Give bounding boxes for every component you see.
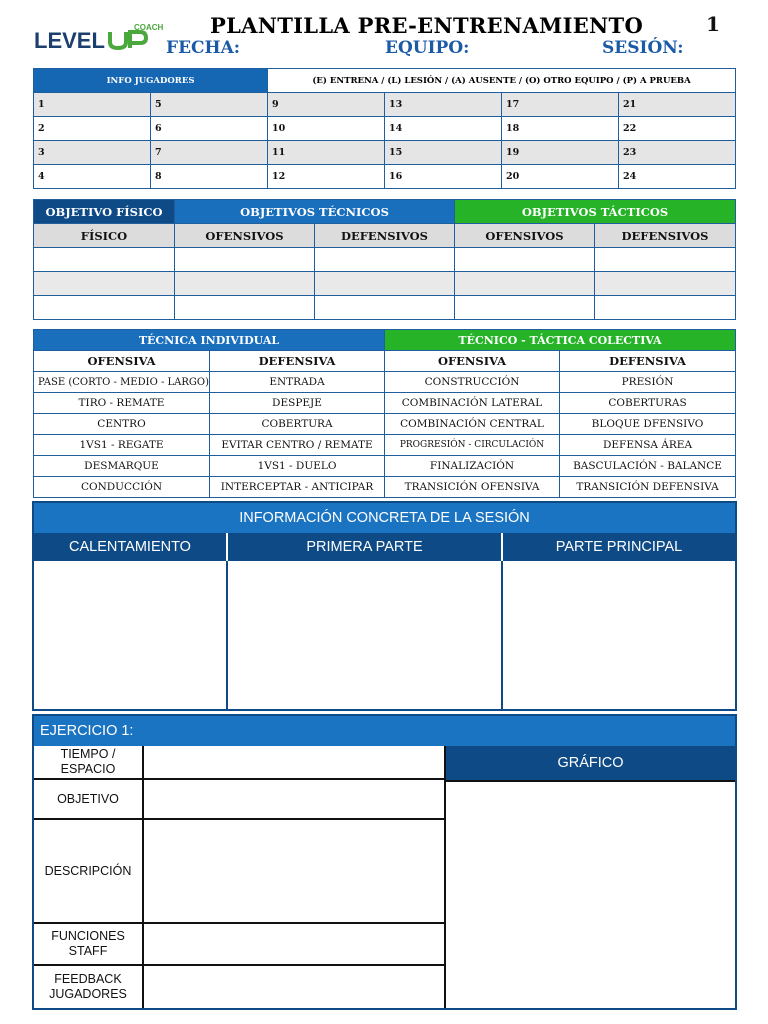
subheader-ind-ofensiva: OFENSIVA	[34, 351, 210, 372]
player-slot[interactable]: 18	[502, 117, 619, 141]
player-slot[interactable]: 11	[268, 141, 385, 165]
levelup-coach-logo	[34, 20, 174, 54]
objective-cell[interactable]	[595, 296, 736, 320]
logo-sub-text: COACH	[134, 23, 164, 32]
player-slot[interactable]: 8	[151, 165, 268, 189]
player-slot[interactable]: 22	[619, 117, 736, 141]
objective-cell[interactable]	[595, 248, 736, 272]
objetivo-fisico-header: OBJETIVO FÍSICO	[34, 200, 175, 224]
subheader-tac-defensivos: DEFENSIVOS	[595, 224, 736, 248]
player-slot[interactable]: 1	[34, 93, 151, 117]
feedback-label-line1: FEEDBACK	[54, 972, 122, 986]
technique-item[interactable]: EVITAR CENTRO / REMATE	[210, 435, 385, 456]
subheader-col-defensiva: DEFENSIVA	[560, 351, 736, 372]
objective-cell[interactable]	[175, 272, 315, 296]
player-slot[interactable]: 3	[34, 141, 151, 165]
subheader-col-ofensiva: OFENSIVA	[385, 351, 560, 372]
player-slot[interactable]: 24	[619, 165, 736, 189]
grafico-drawing-area[interactable]	[446, 780, 735, 1008]
objective-cell[interactable]	[315, 272, 455, 296]
info-jugadores-header: INFO JUGADORES	[34, 69, 268, 93]
parte-principal-header: PARTE PRINCIPAL	[503, 533, 735, 561]
technique-item[interactable]: PASE (CORTO - MEDIO - LARGO)	[34, 372, 210, 393]
descripcion-label: DESCRIPCIÓN	[34, 820, 144, 924]
logo-text: LEVEL	[34, 28, 105, 53]
player-slot[interactable]: 5	[151, 93, 268, 117]
technique-item[interactable]: TIRO - REMATE	[34, 393, 210, 414]
calentamiento-field[interactable]	[34, 561, 228, 709]
funciones-staff-label	[34, 924, 144, 966]
technique-item[interactable]: ENTRADA	[210, 372, 385, 393]
calentamiento-header: CALENTAMIENTO	[34, 533, 228, 561]
player-slot[interactable]: 19	[502, 141, 619, 165]
levelup-logo-icon	[34, 20, 174, 54]
technique-item[interactable]: BASCULACIÓN - BALANCE	[560, 456, 736, 477]
technique-item[interactable]: CONDUCCIÓN	[34, 477, 210, 498]
tiempo-espacio-label	[34, 746, 144, 780]
equipo-label: EQUIPO:	[385, 38, 470, 58]
exercise-panel	[32, 714, 737, 1010]
technique-item[interactable]: INTERCEPTAR - ANTICIPAR	[210, 477, 385, 498]
technique-item[interactable]: PROGRESIÓN - CIRCULACIÓN	[385, 435, 560, 456]
player-slot[interactable]: 9	[268, 93, 385, 117]
player-slot[interactable]: 13	[385, 93, 502, 117]
session-info-title: INFORMACIÓN CONCRETA DE LA SESIÓN	[34, 503, 735, 533]
session-info-panel	[32, 501, 737, 711]
technique-item[interactable]: COBERTURA	[210, 414, 385, 435]
tiempo-label-line1: TIEMPO /	[60, 747, 116, 761]
feedback-label-line2: JUGADORES	[49, 987, 127, 1001]
feedback-jugadores-field[interactable]	[144, 966, 446, 1008]
objective-cell[interactable]	[315, 296, 455, 320]
subheader-tac-ofensivos: OFENSIVOS	[455, 224, 595, 248]
objetivos-tacticos-header: OBJETIVOS TÁCTICOS	[455, 200, 736, 224]
tiempo-label-line2: ESPACIO	[60, 762, 116, 776]
technique-item[interactable]: TRANSICIÓN DEFENSIVA	[560, 477, 736, 498]
technique-item[interactable]: DESMARQUE	[34, 456, 210, 477]
objectives-table	[33, 199, 736, 320]
player-slot[interactable]: 21	[619, 93, 736, 117]
objective-cell[interactable]	[34, 296, 175, 320]
player-slot[interactable]: 10	[268, 117, 385, 141]
technique-item[interactable]: BLOQUE DFENSIVO	[560, 414, 736, 435]
technique-item[interactable]: 1VS1 - DUELO	[210, 456, 385, 477]
funciones-label-line1: FUNCIONES	[51, 929, 125, 943]
player-slot[interactable]: 16	[385, 165, 502, 189]
tiempo-espacio-field[interactable]	[144, 746, 446, 780]
technique-item[interactable]: PRESIÓN	[560, 372, 736, 393]
player-slot[interactable]: 17	[502, 93, 619, 117]
objective-cell[interactable]	[34, 272, 175, 296]
technique-item[interactable]: DEFENSA ÁREA	[560, 435, 736, 456]
technique-item[interactable]: CONSTRUCCIÓN	[385, 372, 560, 393]
objective-cell[interactable]	[595, 272, 736, 296]
technique-item[interactable]: 1VS1 - REGATE	[34, 435, 210, 456]
funciones-label-line2: STAFF	[68, 944, 108, 958]
objective-cell[interactable]	[175, 248, 315, 272]
subheader-fisico: FÍSICO	[34, 224, 175, 248]
feedback-jugadores-label	[34, 966, 144, 1008]
objetivo-label: OBJETIVO	[34, 780, 144, 820]
grafico-header: GRÁFICO	[446, 746, 735, 780]
objective-cell[interactable]	[455, 272, 595, 296]
page-number: 1	[706, 12, 720, 36]
player-slot[interactable]: 15	[385, 141, 502, 165]
subheader-tec-ofensivos: OFENSIVOS	[175, 224, 315, 248]
technique-item[interactable]: DESPEJE	[210, 393, 385, 414]
fecha-label: FECHA:	[166, 38, 241, 58]
subheader-ind-defensiva: DEFENSIVA	[210, 351, 385, 372]
players-table	[33, 68, 736, 189]
objective-cell[interactable]	[455, 296, 595, 320]
player-slot[interactable]: 20	[502, 165, 619, 189]
player-slot[interactable]: 14	[385, 117, 502, 141]
technique-item[interactable]: COMBINACIÓN CENTRAL	[385, 414, 560, 435]
parte-principal-field[interactable]	[503, 561, 735, 709]
objetivos-tecnicos-header: OBJETIVOS TÉCNICOS	[175, 200, 455, 224]
technique-item[interactable]: CENTRO	[34, 414, 210, 435]
technique-item[interactable]: COBERTURAS	[560, 393, 736, 414]
player-slot[interactable]: 4	[34, 165, 151, 189]
exercise-title: EJERCICIO 1:	[34, 716, 735, 746]
objetivo-field[interactable]	[144, 780, 446, 820]
player-slot[interactable]: 23	[619, 141, 736, 165]
objective-cell[interactable]	[175, 296, 315, 320]
objective-cell[interactable]	[455, 248, 595, 272]
player-slot[interactable]: 6	[151, 117, 268, 141]
technique-item[interactable]: FINALIZACIÓN	[385, 456, 560, 477]
tactica-colectiva-header: TÉCNICO - TÁCTICA COLECTIVA	[385, 330, 736, 351]
objective-cell[interactable]	[315, 248, 455, 272]
page-title: PLANTILLA PRE-ENTRENAMIENTO	[210, 13, 644, 38]
tecnica-individual-header: TÉCNICA INDIVIDUAL	[34, 330, 385, 351]
player-slot[interactable]: 2	[34, 117, 151, 141]
player-slot[interactable]: 7	[151, 141, 268, 165]
objective-cell[interactable]	[34, 248, 175, 272]
funciones-staff-field[interactable]	[144, 924, 446, 966]
technique-item[interactable]: TRANSICIÓN OFENSIVA	[385, 477, 560, 498]
status-legend: (E) ENTRENA / (L) LESIÓN / (A) AUSENTE / (O) OTRO EQUIPO / (P) A PRUEBA	[268, 69, 736, 93]
primera-parte-header: PRIMERA PARTE	[228, 533, 503, 561]
technique-item[interactable]: COMBINACIÓN LATERAL	[385, 393, 560, 414]
subheader-tec-defensivos: DEFENSIVOS	[315, 224, 455, 248]
descripcion-field[interactable]	[144, 820, 446, 924]
player-slot[interactable]: 12	[268, 165, 385, 189]
primera-parte-field[interactable]	[228, 561, 503, 709]
sesion-label: SESIÓN:	[602, 38, 684, 58]
technique-table	[33, 329, 736, 498]
